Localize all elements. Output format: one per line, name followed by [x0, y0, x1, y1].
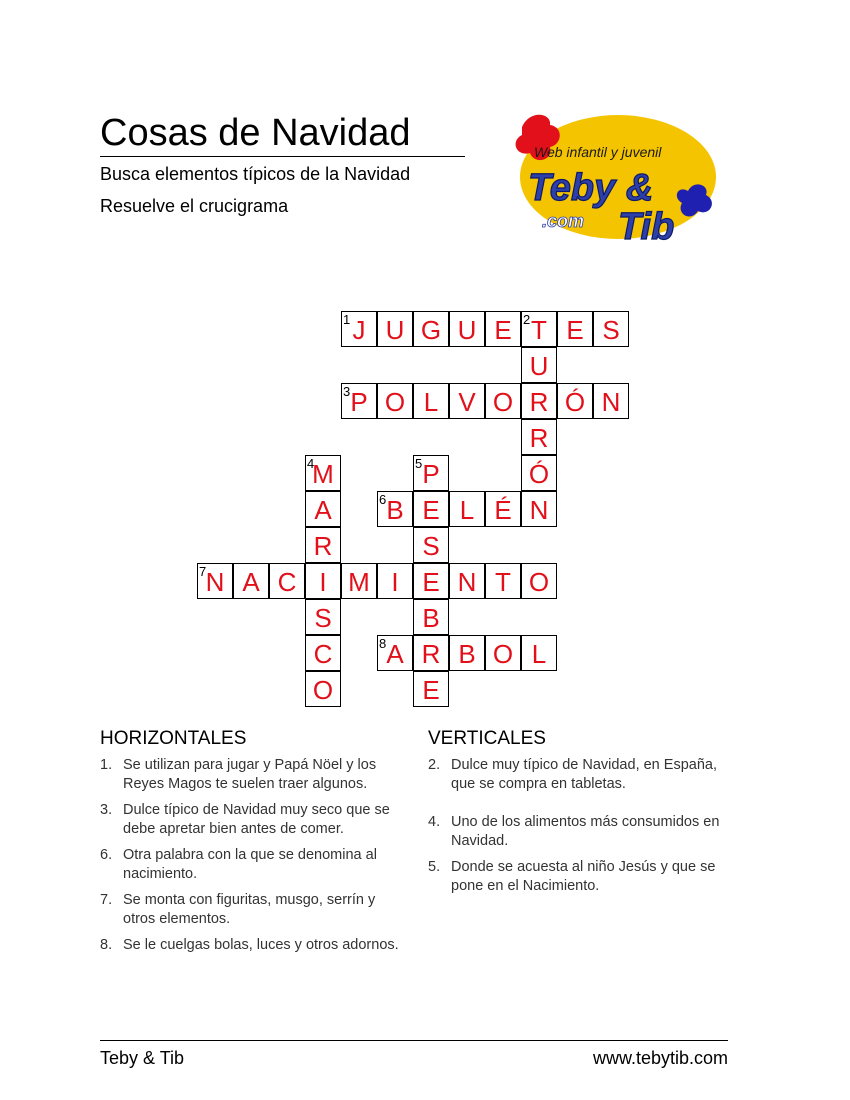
cell-letter: A — [314, 495, 332, 525]
footer-url[interactable]: www.tebytib.com — [592, 1048, 728, 1068]
crossword-cell[interactable] — [413, 383, 449, 419]
crossword-cell[interactable] — [521, 347, 557, 383]
cell-letter: R — [529, 387, 549, 417]
cell-letter: R — [313, 531, 333, 561]
cell-letter: P — [422, 459, 440, 489]
cell-letter: N — [205, 567, 225, 597]
crossword-cell[interactable] — [377, 563, 413, 599]
cell-letter: S — [314, 603, 332, 633]
clue-number-label: 2 — [523, 312, 531, 327]
crossword-cell[interactable] — [377, 383, 413, 419]
clue-text: Donde se acuesta al niño Jesús y que se pone en el Nacimiento. — [451, 859, 716, 894]
clue-item — [100, 936, 400, 955]
crossword-cell[interactable] — [305, 635, 341, 671]
cell-letter: I — [391, 567, 399, 597]
crossword-cell[interactable] — [305, 563, 341, 599]
subtitle-1: Busca elementos típicos de la Navidad — [100, 164, 411, 184]
clue-number-label: 4 — [307, 456, 315, 471]
cell-letter: G — [420, 315, 442, 345]
cell-letter: E — [494, 315, 512, 345]
crossword-cell[interactable] — [233, 563, 269, 599]
crossword-cell[interactable] — [521, 455, 557, 491]
cell-letter: O — [492, 639, 514, 669]
crossword-cell[interactable] — [305, 491, 341, 527]
cell-letter: C — [277, 567, 297, 597]
crossword-cell[interactable] — [521, 419, 557, 455]
crossword-cell[interactable] — [521, 383, 557, 419]
cell-letter: O — [384, 387, 406, 417]
clue-item — [100, 756, 400, 794]
vertical-clue-list — [428, 756, 728, 903]
crossword-cell[interactable] — [377, 311, 413, 347]
crossword-cell[interactable] — [521, 635, 557, 671]
cell-letter: É — [494, 495, 512, 525]
crossword-cell[interactable] — [593, 311, 629, 347]
cell-letter: L — [423, 387, 439, 417]
cell-letter: O — [528, 567, 550, 597]
logo-name-1: Teby & — [528, 167, 654, 209]
crossword-cell[interactable] — [485, 491, 521, 527]
cell-letter: O — [312, 675, 334, 705]
cell-letter: R — [421, 639, 441, 669]
clue-text: Se le cuelgas bolas, luces y otros adornos. — [123, 937, 399, 953]
clue-text: Uno de los alimentos más consumidos en Navidad. — [451, 814, 720, 849]
crossword-cell[interactable] — [485, 635, 521, 671]
crossword-cell[interactable] — [449, 383, 485, 419]
clue-number: 2. — [428, 757, 441, 773]
cell-letter: R — [529, 423, 549, 453]
clue-number: 7. — [100, 892, 113, 908]
clue-number: 3. — [100, 802, 113, 818]
clue-number: 8. — [100, 937, 113, 953]
cell-letter: U — [529, 351, 549, 381]
crossword-cell[interactable] — [413, 527, 449, 563]
vertical-clues-heading: VERTICALES — [428, 728, 546, 749]
crossword-cell[interactable] — [593, 383, 629, 419]
clue-number: 5. — [428, 859, 441, 875]
cell-letter: M — [312, 459, 334, 489]
crossword-cell[interactable] — [413, 311, 449, 347]
cell-letter: B — [422, 603, 440, 633]
cell-letter: N — [601, 387, 621, 417]
cell-letter: C — [313, 639, 333, 669]
crossword-cell[interactable] — [521, 491, 557, 527]
cell-letter: V — [458, 387, 476, 417]
cell-letter: U — [385, 315, 405, 345]
cell-letter: S — [422, 531, 440, 561]
crossword-cell[interactable] — [557, 383, 593, 419]
clue-text: Se utilizan para jugar y Papá Nöel y los Reyes Magos te suelen traer algunos. — [123, 757, 377, 792]
horizontal-clues-heading: HORIZONTALES — [100, 728, 247, 749]
clue-item — [428, 858, 728, 896]
crossword-cell[interactable] — [413, 599, 449, 635]
crossword-cell[interactable] — [413, 671, 449, 707]
subtitle-2: Resuelve el crucigrama — [100, 196, 289, 216]
clue-number-label: 7 — [199, 564, 207, 579]
cell-letter: B — [458, 639, 476, 669]
clue-number-label: 6 — [379, 492, 387, 507]
cell-letter: A — [242, 567, 260, 597]
clue-text: Se monta con figuritas, musgo, serrín y otros elementos. — [123, 892, 376, 927]
crossword-cell[interactable] — [485, 311, 521, 347]
cell-letter: B — [386, 495, 404, 525]
crossword-cell[interactable] — [449, 635, 485, 671]
clue-item — [100, 891, 400, 929]
crossword-cell[interactable] — [449, 563, 485, 599]
clue-text: Otra palabra con la que se denomina al nacimiento. — [123, 847, 377, 882]
crossword-cell[interactable] — [305, 671, 341, 707]
crossword-cell[interactable] — [521, 563, 557, 599]
cell-letter: N — [529, 495, 549, 525]
page-title: Cosas de Navidad — [100, 112, 411, 154]
clue-number-label: 5 — [415, 456, 423, 471]
crossword-cell[interactable] — [269, 563, 305, 599]
clue-text: Dulce típico de Navidad muy seco que se debe apretar bien antes de comer. — [123, 802, 390, 837]
cell-letter: I — [319, 567, 327, 597]
clue-text: Dulce muy típico de Navidad, en España, que se compra en tabletas. — [451, 757, 717, 792]
crossword-cell[interactable] — [449, 491, 485, 527]
clue-item — [428, 813, 728, 851]
clue-number: 1. — [100, 757, 113, 773]
cell-letter: L — [459, 495, 475, 525]
crossword-cell[interactable] — [341, 563, 377, 599]
crossword-cell[interactable] — [305, 527, 341, 563]
horizontal-clue-list — [100, 756, 400, 962]
footer-brand: Teby & Tib — [100, 1048, 185, 1068]
crossword-cell[interactable] — [413, 563, 449, 599]
cell-letter: E — [422, 495, 440, 525]
crossword-cell[interactable] — [485, 383, 521, 419]
logo-domain: .com — [542, 211, 585, 231]
clue-number-label: 1 — [343, 312, 351, 327]
clue-number: 6. — [100, 847, 113, 863]
cell-letter: O — [492, 387, 514, 417]
cell-letter: J — [352, 315, 366, 345]
cell-letter: S — [602, 315, 620, 345]
logo-name-2: Tib — [618, 206, 675, 248]
cell-letter: U — [457, 315, 477, 345]
cell-letter: A — [386, 639, 404, 669]
crossword-cell[interactable] — [413, 635, 449, 671]
cell-letter: Ó — [564, 387, 586, 417]
crossword-cell[interactable] — [413, 491, 449, 527]
cell-letter: E — [422, 567, 440, 597]
footer-divider — [100, 1040, 728, 1041]
clue-number-label: 8 — [379, 636, 387, 651]
clue-number: 4. — [428, 814, 441, 830]
clue-item — [428, 756, 728, 794]
logo-tagline: Web infantil y juvenil — [534, 144, 662, 160]
clue-number-label: 3 — [343, 384, 351, 399]
clue-item — [100, 801, 400, 839]
cell-letter: N — [457, 567, 477, 597]
crossword-cell[interactable] — [449, 311, 485, 347]
cell-letter: E — [422, 675, 440, 705]
cell-letter: L — [531, 639, 547, 669]
crossword-cell[interactable] — [557, 311, 593, 347]
cell-letter: M — [348, 567, 370, 597]
clue-item — [100, 846, 400, 884]
cell-letter: Ó — [528, 459, 550, 489]
crossword-cell[interactable] — [485, 563, 521, 599]
cell-letter: E — [566, 315, 584, 345]
crossword-cell[interactable] — [305, 599, 341, 635]
cell-letter: P — [350, 387, 368, 417]
cell-letter: T — [495, 567, 511, 597]
cell-letter: T — [531, 315, 547, 345]
